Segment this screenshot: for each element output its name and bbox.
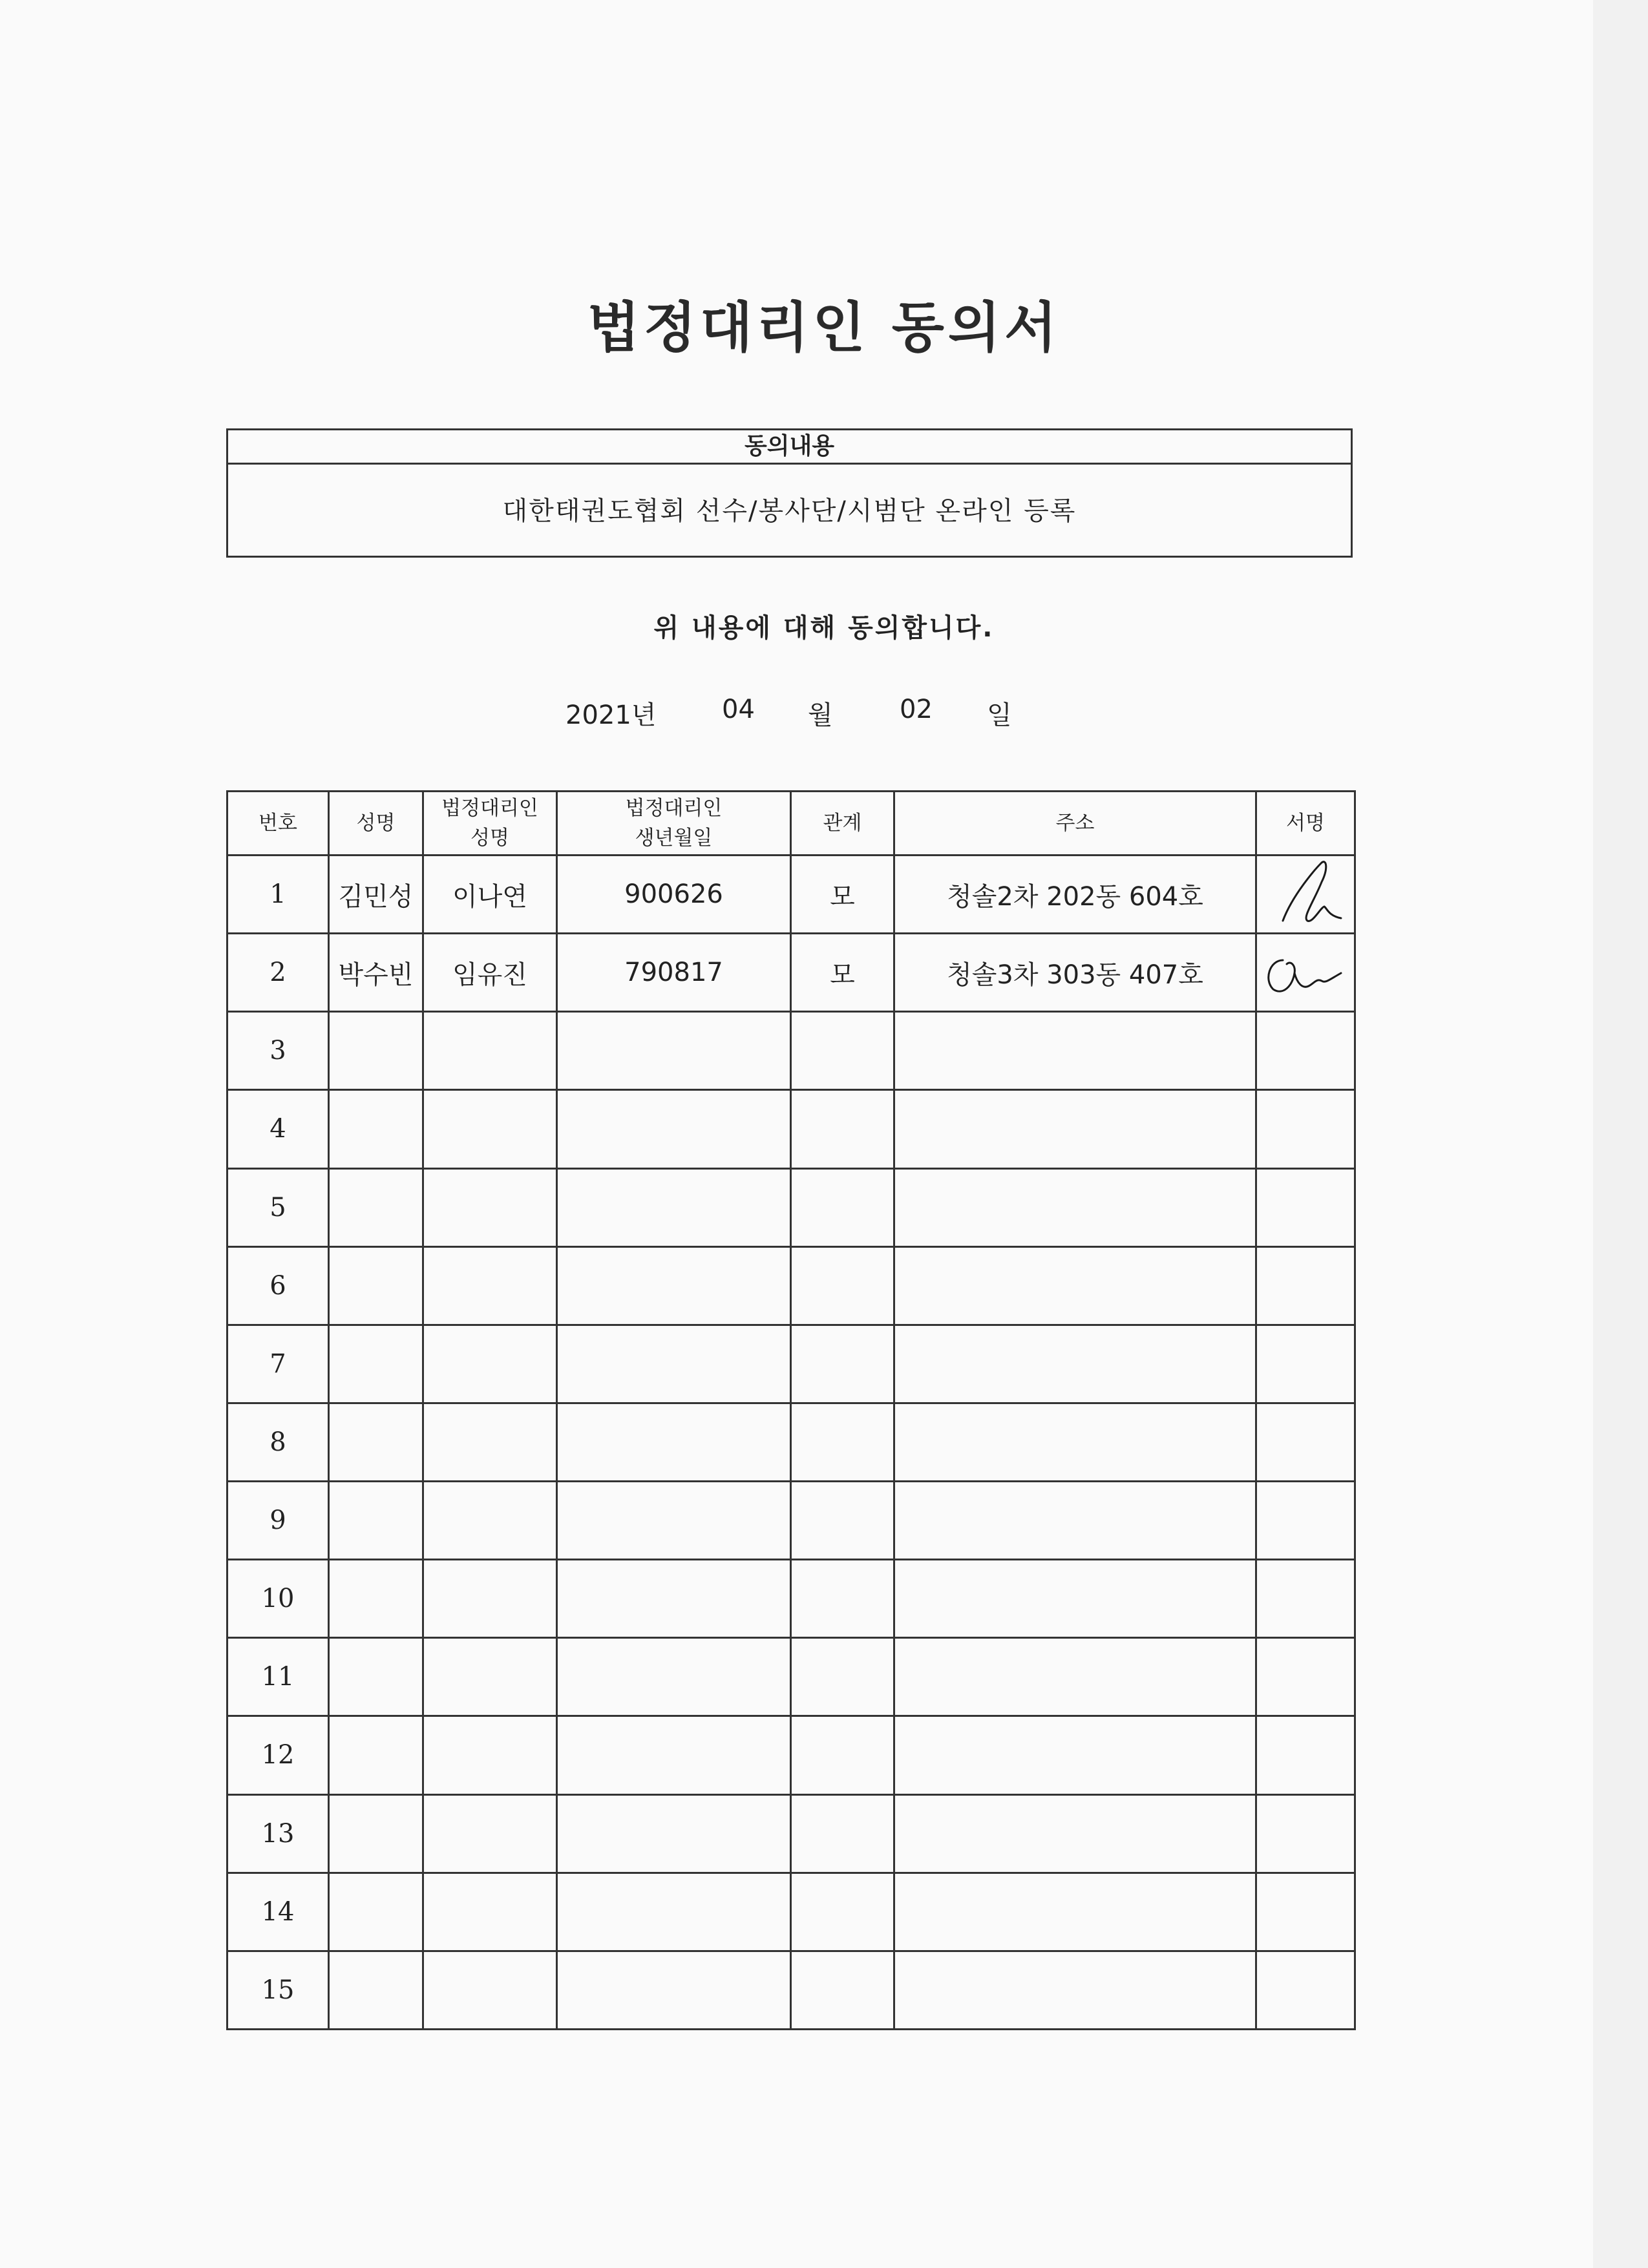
signature-cell [1256, 1794, 1355, 1873]
table-row [227, 856, 1355, 934]
guardian-name-cell [423, 1246, 557, 1325]
address-cell: 청솔3차 303동 407호 [894, 934, 1256, 1012]
guardian-name-cell [423, 1325, 557, 1403]
signature-cell [1256, 1951, 1355, 2029]
table-row [227, 1246, 1355, 1325]
guardian-birthdate-cell [557, 1325, 791, 1403]
address-cell: 청솔2차 202동 604호 [894, 856, 1256, 934]
table-row [227, 934, 1355, 1012]
relation-cell [791, 1638, 894, 1716]
table-row [227, 1168, 1355, 1246]
relation-cell [791, 1560, 894, 1638]
child-name-cell [329, 1482, 423, 1560]
guardian-birthdate-cell: 790817 [557, 934, 791, 1012]
address-cell [894, 1951, 1256, 2029]
guardian-birthdate-cell [557, 1951, 791, 2029]
address-cell [894, 1794, 1256, 1873]
guardian-birthdate-cell [557, 1246, 791, 1325]
child-name-cell: 박수빈 [329, 934, 423, 1012]
header-address: 주소 [894, 792, 1256, 856]
relation-cell [791, 1951, 894, 2029]
date-day-label: 일 [987, 700, 1012, 730]
table-row [227, 1951, 1355, 2029]
consent-content-box [226, 428, 1353, 558]
row-number-cell: 13 [227, 1794, 329, 1873]
date-month: 04 [722, 695, 755, 724]
table-row [227, 1794, 1355, 1873]
guardian-name-cell: 이나연 [423, 856, 557, 934]
child-name-cell [329, 1325, 423, 1403]
relation-cell [791, 1716, 894, 1794]
relation-cell: 모 [791, 856, 894, 934]
child-name-cell [329, 1638, 423, 1716]
signature-cell [1256, 856, 1355, 934]
row-number-cell: 15 [227, 1951, 329, 2029]
child-name-cell [329, 1012, 423, 1090]
date-month-label: 월 [808, 700, 833, 730]
relation-cell [791, 1090, 894, 1168]
relation-cell [791, 1325, 894, 1403]
row-number-cell: 9 [227, 1482, 329, 1560]
address-cell [894, 1012, 1256, 1090]
signature-cell [1256, 1482, 1355, 1560]
header-relation: 관계 [791, 792, 894, 856]
signature-cell [1256, 934, 1355, 1012]
relation-cell [791, 1403, 894, 1481]
address-cell [894, 1638, 1256, 1716]
header-guardian-birth: 법정대리인 생년월일 [557, 792, 791, 856]
row-number-cell: 14 [227, 1873, 329, 1951]
child-name-cell: 김민성 [329, 856, 423, 934]
row-number-cell: 11 [227, 1638, 329, 1716]
table-row [227, 1325, 1355, 1403]
table-row [227, 1873, 1355, 1951]
signature-cell [1256, 1246, 1355, 1325]
guardian-birthdate-cell [557, 1794, 791, 1873]
relation-cell [791, 1168, 894, 1246]
header-number: 번호 [227, 792, 329, 856]
address-cell [894, 1246, 1256, 1325]
agreement-statement: 위 내용에 대해 동의합니다. [653, 613, 995, 643]
address-cell [894, 1090, 1256, 1168]
table-row [227, 1560, 1355, 1638]
guardian-birthdate-cell [557, 1403, 791, 1481]
header-guardian-name: 법정대리인 성명 [423, 792, 557, 856]
row-number-cell: 2 [227, 934, 329, 1012]
guardian-birthdate-cell [557, 1560, 791, 1638]
table-header-row [227, 792, 1355, 856]
address-cell [894, 1482, 1256, 1560]
signature-cell [1256, 1090, 1355, 1168]
row-number-cell: 7 [227, 1325, 329, 1403]
date-day: 02 [900, 695, 933, 724]
relation-cell [791, 1012, 894, 1090]
relation-cell [791, 1482, 894, 1560]
guardian-name-cell [423, 1873, 557, 1951]
header-signature: 서명 [1256, 792, 1355, 856]
child-name-cell [329, 1951, 423, 2029]
guardian-birthdate-cell [557, 1168, 791, 1246]
child-name-cell [329, 1246, 423, 1325]
signature-cell [1256, 1012, 1355, 1090]
guardian-name-cell [423, 1403, 557, 1481]
table-row [227, 1403, 1355, 1481]
signature-cell [1256, 1716, 1355, 1794]
child-name-cell [329, 1168, 423, 1246]
child-name-cell [329, 1403, 423, 1481]
relation-cell [791, 1794, 894, 1873]
child-name-cell [329, 1090, 423, 1168]
table-row [227, 1482, 1355, 1560]
row-number-cell: 3 [227, 1012, 329, 1090]
child-name-cell [329, 1560, 423, 1638]
row-number-cell: 12 [227, 1716, 329, 1794]
table-row [227, 1090, 1355, 1168]
guardian-birthdate-cell [557, 1716, 791, 1794]
guardian-birthdate-cell [557, 1482, 791, 1560]
handwritten-signature [1257, 856, 1354, 932]
guardian-name-cell [423, 1012, 557, 1090]
address-cell [894, 1168, 1256, 1246]
table-row [227, 1716, 1355, 1794]
guardian-birthdate-cell [557, 1638, 791, 1716]
guardian-roster-table [226, 790, 1356, 2030]
signature-cell [1256, 1403, 1355, 1481]
child-name-cell [329, 1716, 423, 1794]
child-name-cell [329, 1794, 423, 1873]
row-number-cell: 6 [227, 1246, 329, 1325]
date-year: 2021년 [565, 700, 657, 730]
consent-content-header: 동의내용 [228, 430, 1351, 465]
guardian-birthdate-cell [557, 1012, 791, 1090]
guardian-name-cell [423, 1638, 557, 1716]
handwritten-signature [1257, 934, 1354, 1011]
guardian-name-cell [423, 1951, 557, 2029]
guardian-name-cell [423, 1560, 557, 1638]
signature-cell [1256, 1873, 1355, 1951]
row-number-cell: 8 [227, 1403, 329, 1481]
consent-content-text: 대한태권도협회 선수/봉사단/시범단 온라인 등록 [502, 496, 1077, 526]
relation-cell [791, 1873, 894, 1951]
guardian-birthdate-cell [557, 1090, 791, 1168]
address-cell [894, 1403, 1256, 1481]
address-cell [894, 1716, 1256, 1794]
signature-cell [1256, 1168, 1355, 1246]
signature-cell [1256, 1325, 1355, 1403]
relation-cell [791, 1246, 894, 1325]
signature-cell [1256, 1638, 1355, 1716]
row-number-cell: 1 [227, 856, 329, 934]
guardian-birthdate-cell: 900626 [557, 856, 791, 934]
table-row [227, 1638, 1355, 1716]
signature-cell [1256, 1560, 1355, 1638]
child-name-cell [329, 1873, 423, 1951]
address-cell [894, 1325, 1256, 1403]
guardian-name-cell [423, 1090, 557, 1168]
document-title: 법정대리인 동의서 [587, 296, 1061, 359]
guardian-birthdate-cell [557, 1873, 791, 1951]
row-number-cell: 5 [227, 1168, 329, 1246]
guardian-name-cell [423, 1168, 557, 1246]
relation-cell: 모 [791, 934, 894, 1012]
guardian-name-cell [423, 1482, 557, 1560]
row-number-cell: 4 [227, 1090, 329, 1168]
header-name: 성명 [329, 792, 423, 856]
guardian-name-cell: 임유진 [423, 934, 557, 1012]
address-cell [894, 1873, 1256, 1951]
guardian-name-cell [423, 1794, 557, 1873]
guardian-name-cell [423, 1716, 557, 1794]
row-number-cell: 10 [227, 1560, 329, 1638]
address-cell [894, 1560, 1256, 1638]
table-row [227, 1012, 1355, 1090]
